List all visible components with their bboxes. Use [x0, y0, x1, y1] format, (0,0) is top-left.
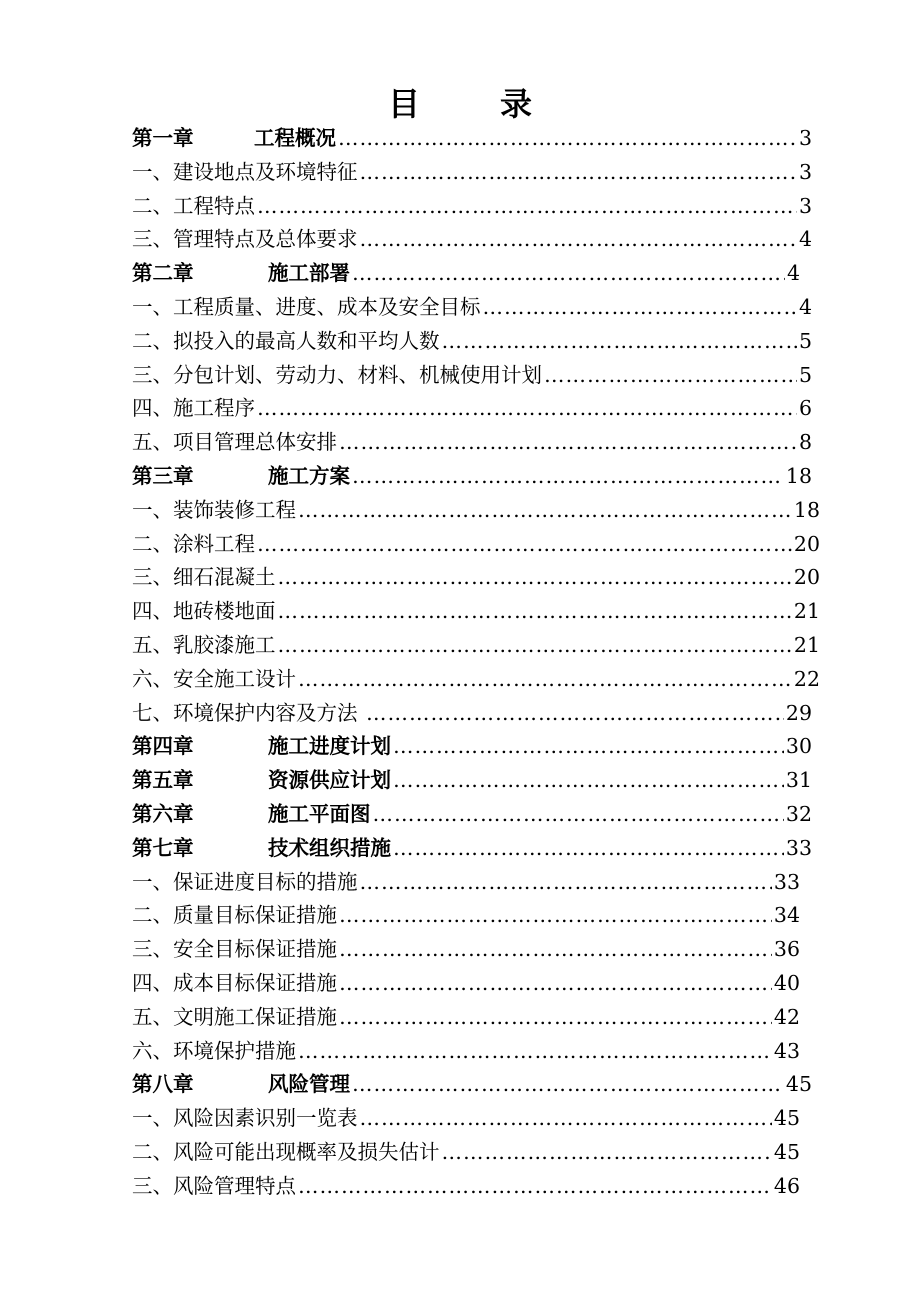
page-number: 20: [793, 531, 820, 556]
dot-leader: [544, 359, 797, 393]
dot-leader: [360, 156, 797, 190]
toc-section-entry[interactable]: [132, 1035, 800, 1069]
toc-section-entry[interactable]: [132, 663, 820, 697]
page-number: 33: [785, 835, 812, 860]
section-title: 一、工程质量、进度、成本及安全目标: [132, 294, 481, 319]
section-title: 二、质量目标保证措施: [132, 903, 337, 928]
chapter-number: 第二章: [132, 261, 194, 286]
dot-leader: [393, 832, 784, 866]
toc-section-entry[interactable]: [132, 359, 812, 393]
page-number: 42: [773, 1004, 800, 1029]
chapter-number: 第三章: [132, 463, 194, 488]
page-number: 20: [793, 565, 820, 590]
table-of-contents: [132, 122, 832, 1204]
toc-section-entry[interactable]: [132, 866, 800, 900]
toc-section-entry[interactable]: [132, 595, 820, 629]
section-title: 三、安全目标保证措施: [132, 937, 337, 962]
section-title: 七、环境保护内容及方法: [132, 700, 365, 725]
dot-leader: [360, 223, 797, 257]
dot-leader: [360, 866, 772, 900]
toc-entry-label: [132, 257, 350, 291]
page-number: 22: [793, 666, 820, 691]
toc-section-entry[interactable]: [132, 190, 812, 224]
chapter-title: 技术组织措施: [268, 835, 391, 860]
dot-leader: [278, 561, 792, 595]
toc-entry-label: [132, 832, 391, 866]
toc-entry-label: [132, 1170, 296, 1204]
toc-section-entry[interactable]: [132, 392, 812, 426]
chapter-title: 施工部署: [268, 261, 350, 286]
toc-chapter-entry[interactable]: [132, 460, 812, 494]
page-number: 33: [773, 869, 800, 894]
toc-section-entry[interactable]: [132, 223, 812, 257]
section-title: 一、建设地点及环境特征: [132, 159, 358, 184]
page-number: 21: [793, 599, 820, 624]
dot-leader: [373, 798, 784, 832]
section-title: 五、乳胶漆施工: [132, 632, 276, 657]
dot-leader: [442, 1136, 772, 1170]
page-number: 6: [798, 396, 812, 421]
page-number: 31: [785, 768, 812, 793]
toc-entry-label: [132, 156, 358, 190]
page-number: 32: [785, 801, 812, 826]
page-number: 46: [773, 1173, 800, 1198]
toc-entry-label: [132, 122, 336, 156]
toc-entry-label: [132, 697, 364, 731]
chapter-title: 资源供应计划: [268, 768, 391, 793]
toc-entry-label: [132, 899, 337, 933]
toc-chapter-entry[interactable]: [132, 122, 812, 156]
page-number: 45: [773, 1139, 800, 1164]
chapter-title: 施工平面图: [268, 801, 371, 826]
page-number: 30: [785, 734, 812, 759]
dot-leader: [278, 629, 792, 663]
chapter-title: 施工方案: [268, 463, 350, 488]
toc-section-entry[interactable]: [132, 1136, 800, 1170]
toc-entry-label: [132, 764, 391, 798]
page-number: 3: [798, 159, 812, 184]
toc-section-entry[interactable]: [132, 899, 800, 933]
dot-leader: [338, 122, 797, 156]
dot-leader: [339, 1001, 772, 1035]
title-char-2: 录: [500, 85, 533, 123]
page-number: 4: [798, 227, 812, 252]
toc-section-entry[interactable]: [132, 528, 820, 562]
dot-leader: [393, 730, 784, 764]
toc-entry-label: [132, 1035, 296, 1069]
toc-entry-label: [132, 494, 296, 528]
toc-chapter-entry[interactable]: [132, 832, 812, 866]
page-number: 18: [793, 497, 820, 522]
dot-leader: [339, 426, 797, 460]
section-title: 一、装饰装修工程: [132, 497, 296, 522]
chapter-number: 第六章: [132, 801, 194, 826]
toc-entry-label: [132, 933, 337, 967]
page-number: 4: [798, 294, 812, 319]
section-title: 一、风险因素识别一览表: [132, 1106, 358, 1131]
toc-entry-label: [132, 1136, 440, 1170]
dot-leader: [483, 291, 797, 325]
page-number: 5: [798, 362, 812, 387]
chapter-number: 第八章: [132, 1072, 194, 1097]
toc-section-entry[interactable]: [132, 426, 812, 460]
toc-entry-label: [132, 663, 296, 697]
page-number: 5: [798, 328, 812, 353]
section-title: 一、保证进度目标的措施: [132, 869, 358, 894]
page-number: 43: [773, 1038, 800, 1063]
toc-section-entry[interactable]: [132, 325, 812, 359]
dot-leader: [352, 1068, 784, 1102]
toc-entry-label: [132, 1102, 358, 1136]
chapter-number: 第一章: [132, 126, 194, 150]
toc-section-entry[interactable]: [132, 494, 820, 528]
dot-leader: [257, 190, 797, 224]
page-number: 36: [773, 937, 800, 962]
toc-section-entry[interactable]: [132, 291, 812, 325]
dot-leader: [298, 494, 792, 528]
page-number: 29: [785, 700, 812, 725]
dot-leader: [352, 257, 785, 291]
page-number: 21: [793, 632, 820, 657]
toc-entry-label: [132, 190, 255, 224]
toc-entry-label: [132, 359, 542, 393]
toc-chapter-entry[interactable]: [132, 1068, 812, 1102]
chapter-title: 风险管理: [268, 1072, 350, 1097]
page-number: 45: [773, 1106, 800, 1131]
page-number: 3: [798, 193, 812, 218]
section-title: 四、成本目标保证措施: [132, 970, 337, 995]
dot-leader: [339, 933, 772, 967]
toc-entry-label: [132, 223, 358, 257]
toc-entry-label: [132, 392, 255, 426]
page-number: 8: [798, 430, 812, 455]
toc-section-entry[interactable]: [132, 156, 812, 190]
toc-entry-label: [132, 528, 255, 562]
dot-leader: [257, 528, 792, 562]
toc-entry-label: [132, 291, 481, 325]
dot-leader: [360, 1102, 772, 1136]
section-title: 二、拟投入的最高人数和平均人数: [132, 328, 440, 353]
toc-section-entry[interactable]: [132, 1170, 800, 1204]
dot-leader: [278, 595, 792, 629]
toc-entry-label: [132, 595, 276, 629]
toc-chapter-entry[interactable]: [132, 730, 812, 764]
chapter-number: 第七章: [132, 835, 194, 860]
chapter-number: 第五章: [132, 768, 194, 793]
toc-entry-label: [132, 1068, 350, 1102]
toc-entry-label: [132, 798, 371, 832]
toc-section-entry[interactable]: [132, 1102, 800, 1136]
toc-entry-label: [132, 967, 337, 1001]
toc-section-entry[interactable]: [132, 933, 800, 967]
toc-section-entry[interactable]: [132, 561, 820, 595]
section-title: 三、分包计划、劳动力、材料、机械使用计划: [132, 362, 542, 387]
section-title: 四、地砖楼地面: [132, 599, 276, 624]
section-title: 四、施工程序: [132, 396, 255, 421]
dot-leader: [393, 764, 784, 798]
toc-chapter-entry[interactable]: [132, 764, 812, 798]
section-title: 三、风险管理特点: [132, 1173, 296, 1198]
page-title: [0, 82, 920, 126]
dot-leader: [298, 1170, 772, 1204]
toc-chapter-entry[interactable]: [132, 257, 800, 291]
dot-leader: [339, 899, 772, 933]
toc-entry-label: [132, 426, 337, 460]
dot-leader: [298, 1035, 772, 1069]
dot-leader: [257, 392, 797, 426]
toc-entry-label: [132, 561, 276, 595]
section-title: 六、环境保护措施: [132, 1038, 296, 1063]
section-title: 二、涂料工程: [132, 531, 255, 556]
section-title: 三、细石混凝土: [132, 565, 276, 590]
section-title: 三、管理特点及总体要求: [132, 227, 358, 252]
dot-leader: [442, 325, 797, 359]
page-number: 45: [785, 1072, 812, 1097]
toc-section-entry[interactable]: [132, 967, 800, 1001]
toc-section-entry[interactable]: [132, 629, 820, 663]
toc-entry-label: [132, 629, 276, 663]
page-number: 4: [786, 261, 800, 286]
page-number: 3: [798, 126, 812, 150]
toc-entry-label: [132, 325, 440, 359]
page-number: 34: [773, 903, 800, 928]
toc-entry-label: [132, 730, 391, 764]
dot-leader: [366, 697, 784, 731]
chapter-number: 第四章: [132, 734, 194, 759]
toc-entry-label: [132, 1001, 337, 1035]
toc-entry-label: [132, 866, 358, 900]
section-title: 五、文明施工保证措施: [132, 1004, 337, 1029]
dot-leader: [298, 663, 792, 697]
toc-entry-label: [132, 460, 350, 494]
page-number: 40: [773, 970, 800, 995]
chapter-title: 施工进度计划: [268, 734, 391, 759]
dot-leader: [339, 967, 772, 1001]
dot-leader: [352, 460, 784, 494]
toc-chapter-entry[interactable]: [132, 798, 812, 832]
section-title: 五、项目管理总体安排: [132, 430, 337, 455]
section-title: 二、风险可能出现概率及损失估计: [132, 1139, 440, 1164]
section-title: 二、工程特点: [132, 193, 255, 218]
title-char-1: 目: [387, 85, 420, 123]
section-title: 六、安全施工设计: [132, 666, 296, 691]
page-number: 18: [785, 463, 812, 488]
toc-section-entry[interactable]: [132, 1001, 800, 1035]
toc-section-entry[interactable]: [132, 697, 812, 731]
chapter-title: 工程概况: [254, 126, 336, 150]
